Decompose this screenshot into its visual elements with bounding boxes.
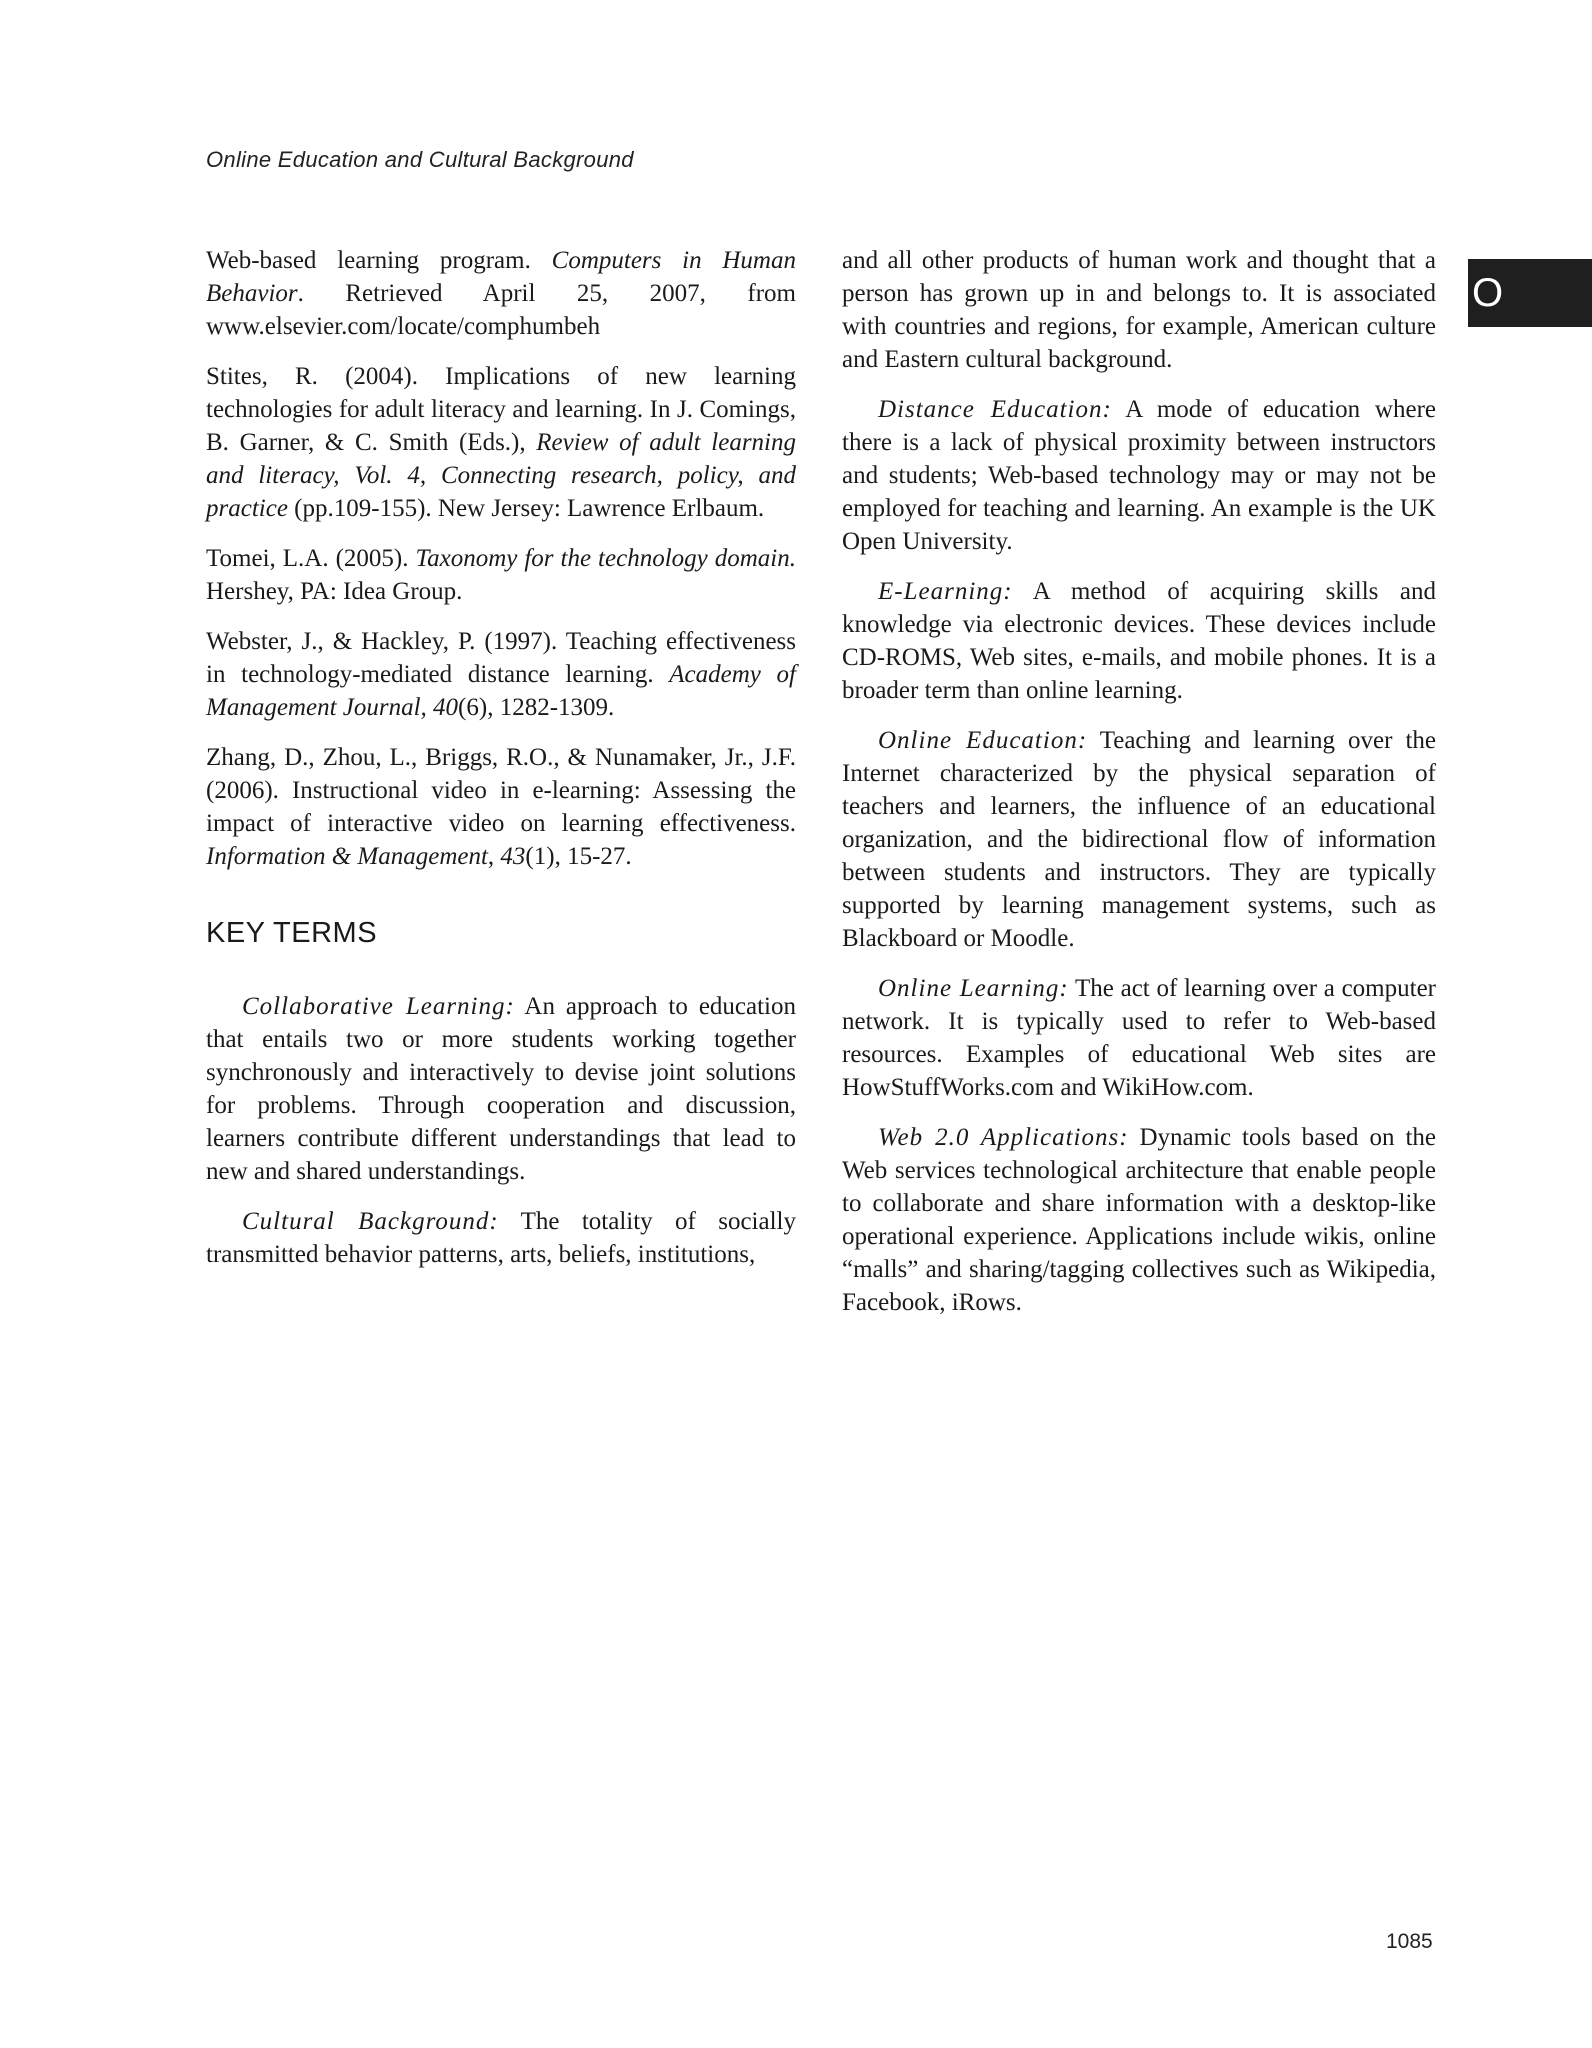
key-term-label: Web 2.0 Applications: [878,1124,1129,1151]
key-term-entry: Online Education: Teaching and learning over the Internet characterized by the physical separation of teachers and learners, the influence of an educational organization, and the bidirectional flow of information between students and instructors. They are typically supported by learning management systems, such as Blackboard or Moodle. [842,727,1436,952]
key-term-label: Cultural Background: [242,1208,499,1235]
key-term-entry: Online Learning: The act of learning over a computer network. It is typically used to refer to Web-based resources. Examples of educational Web sites are HowStuffWorks.com and WikiHow.com. [842,975,1436,1101]
key-term-label: Collaborative Learning: [242,993,515,1020]
reference-entry: Tomei, L.A. (2005). Taxonomy for the technology domain. Hershey, PA: Idea Group. [206,545,796,605]
key-term-label: Online Education: [878,727,1088,754]
right-column [842,244,1436,1336]
reference-entry: Stites, R. (2004). Implications of new learning technologies for adult literacy and learning. In J. Comings, B. Garner, & C. Smith (Eds.), Review of adult learning and literacy, Vol. 4, Connecting research, policy, and practice (pp.109-155). New Jersey: Lawrence Erlbaum. [206,363,796,522]
key-term-entry: Web 2.0 Applications: Dynamic tools based on the Web services technological architecture that enable people to collaborate and share information with a desktop-like operational experience. Applications include wikis, online “malls” and sharing/tagging collectives such as Wikipedia, Facebook, iRows. [842,1124,1436,1316]
key-terms-heading: KEY TERMS [206,917,378,949]
key-term-continuation: and all other products of human work and thought that a person has grown up in and belongs to. It is associated with countries and regions, for example, American culture and Eastern cultural background. [842,247,1436,373]
page-number: 1085 [1386,1930,1433,1953]
reference-entry: Webster, J., & Hackley, P. (1997). Teaching effectiveness in technology-mediated distance learning. Academy of Management Journal, 40(6), 1282-1309. [206,628,796,721]
key-term-label: Distance Education: [878,396,1112,423]
reference-entry: Web-based learning program. Computers in Human Behavior. Retrieved April 25, 2007, from www.elsevier.com/locate/comphumbeh [206,247,796,340]
key-term-label: Online Learning: [878,975,1069,1002]
key-term-entry: E-Learning: A method of acquiring skills and knowledge via electronic devices. These devices include CD-ROMS, Web sites, e-mails, and mobile phones. It is a broader term than online learning. [842,578,1436,704]
section-thumb-tab: O [1468,259,1592,327]
key-term-entry: Cultural Background: The totality of socially transmitted behavior patterns, arts, beliefs, institutions, [206,1208,796,1268]
reference-entry: Zhang, D., Zhou, L., Briggs, R.O., & Nunamaker, Jr., J.F. (2006). Instructional video in e-learning: Assessing the impact of interactive video on learning effectiveness. Information & Management, 43(1), 15-27. [206,744,796,870]
left-column [206,244,796,1288]
key-term-label: E-Learning: [878,578,1013,605]
key-term-entry: Distance Education: A mode of education where there is a lack of physical proximity between instructors and students; Web-based technology may or may not be employed for teaching and learning. An example is the UK Open University. [842,396,1436,555]
running-head: Online Education and Cultural Background [206,147,634,172]
key-term-entry: Collaborative Learning: An approach to education that entails two or more students working together synchronously and interactively to devise joint solutions for problems. Through cooperation and discussion, learners contribute different understandings that lead to new and shared understandings. [206,993,796,1185]
